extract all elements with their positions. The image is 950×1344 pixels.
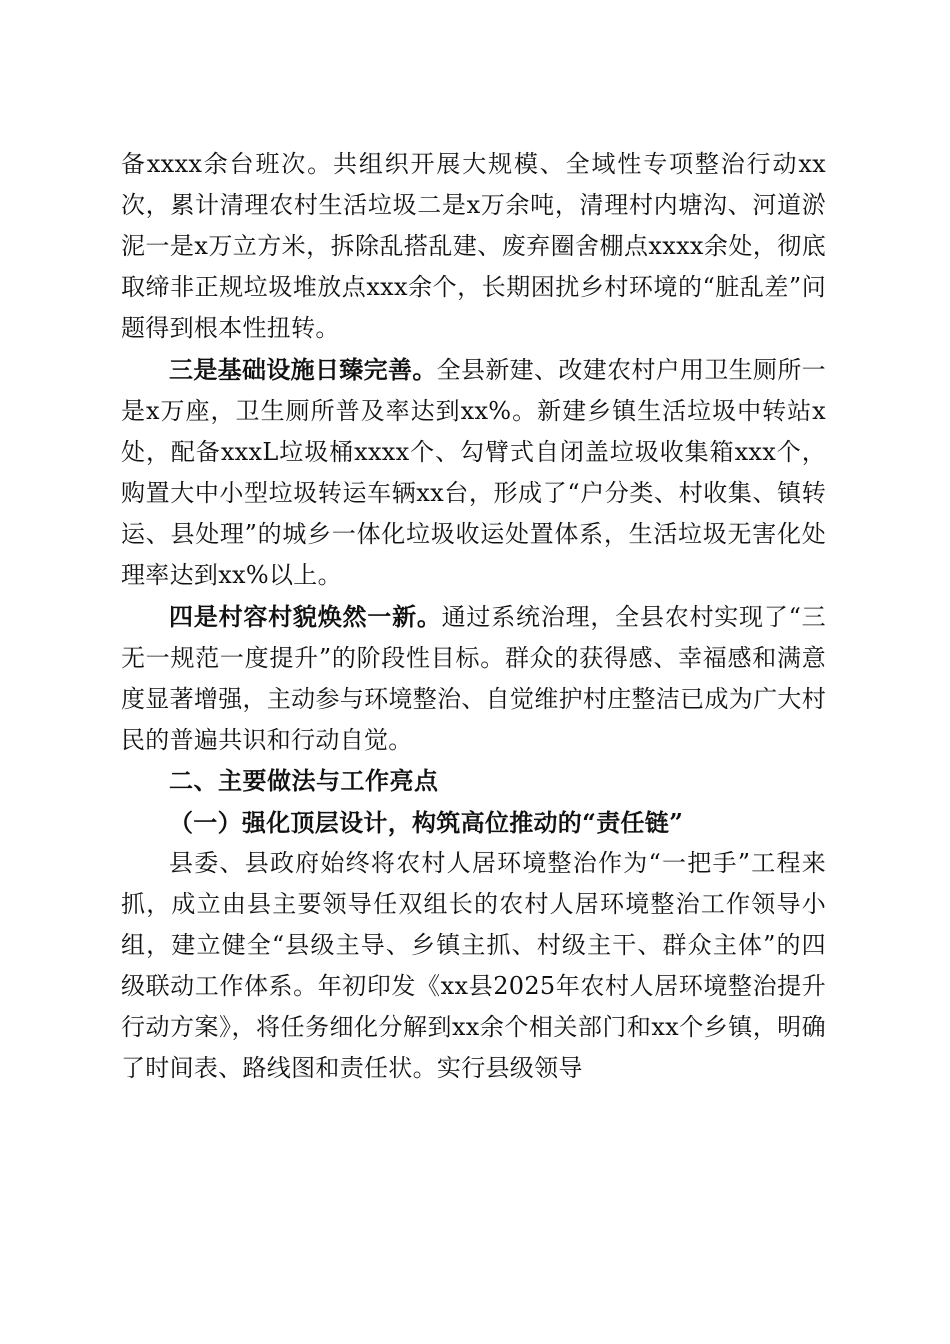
paragraph-text-infrastructure: 全县新建、改建农村户用卫生厕所一是x万座，卫生厕所普及率达到xx%。新建乡镇生活垃圾中转站x处，配备xxxL垃圾桶xxxx个、勾臂式自闭盖垃圾收集箱xxx个，购置大中小型垃圾转运车辆xx台，形成了“户分类、村收集、镇转运、县处理”的城乡一体化垃圾收运处置体系，生活垃圾无害化处理率达到xx%以上。 <box>121 356 826 589</box>
section-heading-main-practices: 二、主要做法与工作亮点 <box>169 767 439 795</box>
paragraph-infrastructure <box>121 349 826 596</box>
paragraph-leadership: 县委、县政府始终将农村人居环境整治作为“一把手”工程来抓，成立由县主要领导任双组长的农村人居环境整治工作领导小组，建立健全“县级主导、乡镇主抓、村级主干、群众主体”的四级联动工作体系。年初印发《xx县2025年农村人居环境整治提升行动方案》，将任务细化分解到xx余个相关部门和xx个乡镇，明确了时间表、路线图和责任状。实行县级领导 <box>121 849 826 1082</box>
paragraph-village-appearance <box>121 596 826 761</box>
paragraph-lead-infrastructure: 三是基础设施日臻完善。 <box>169 355 437 384</box>
paragraph-cleanup-results: 备xxxx余台班次。共组织开展大规模、全域性专项整治行动xx次，累计清理农村生活垃圾二是x万余吨，清理村内塘沟、河道淤泥一是x万立方米，拆除乱搭乱建、废弃圈舍棚点xxxx余处，彻底取缔非正规垃圾堆放点xxx余个，长期困扰乡村环境的“脏乱差”问题得到根本性扭转。 <box>121 150 826 342</box>
paragraph-text-village-appearance: 通过系统治理，全县农村实现了“三无一规范一度提升”的阶段性目标。群众的获得感、幸福感和满意度显著增强，主动参与环境整治、自觉维护村庄整洁已成为广大村民的普遍共识和行动自觉。 <box>121 603 826 754</box>
document-body <box>121 144 826 1089</box>
paragraph-lead-village-appearance: 四是村容村貌焕然一新。 <box>169 602 442 631</box>
subsection-heading-top-level-design: （一）强化顶层设计，构筑高位推动的“责任链” <box>169 808 684 837</box>
